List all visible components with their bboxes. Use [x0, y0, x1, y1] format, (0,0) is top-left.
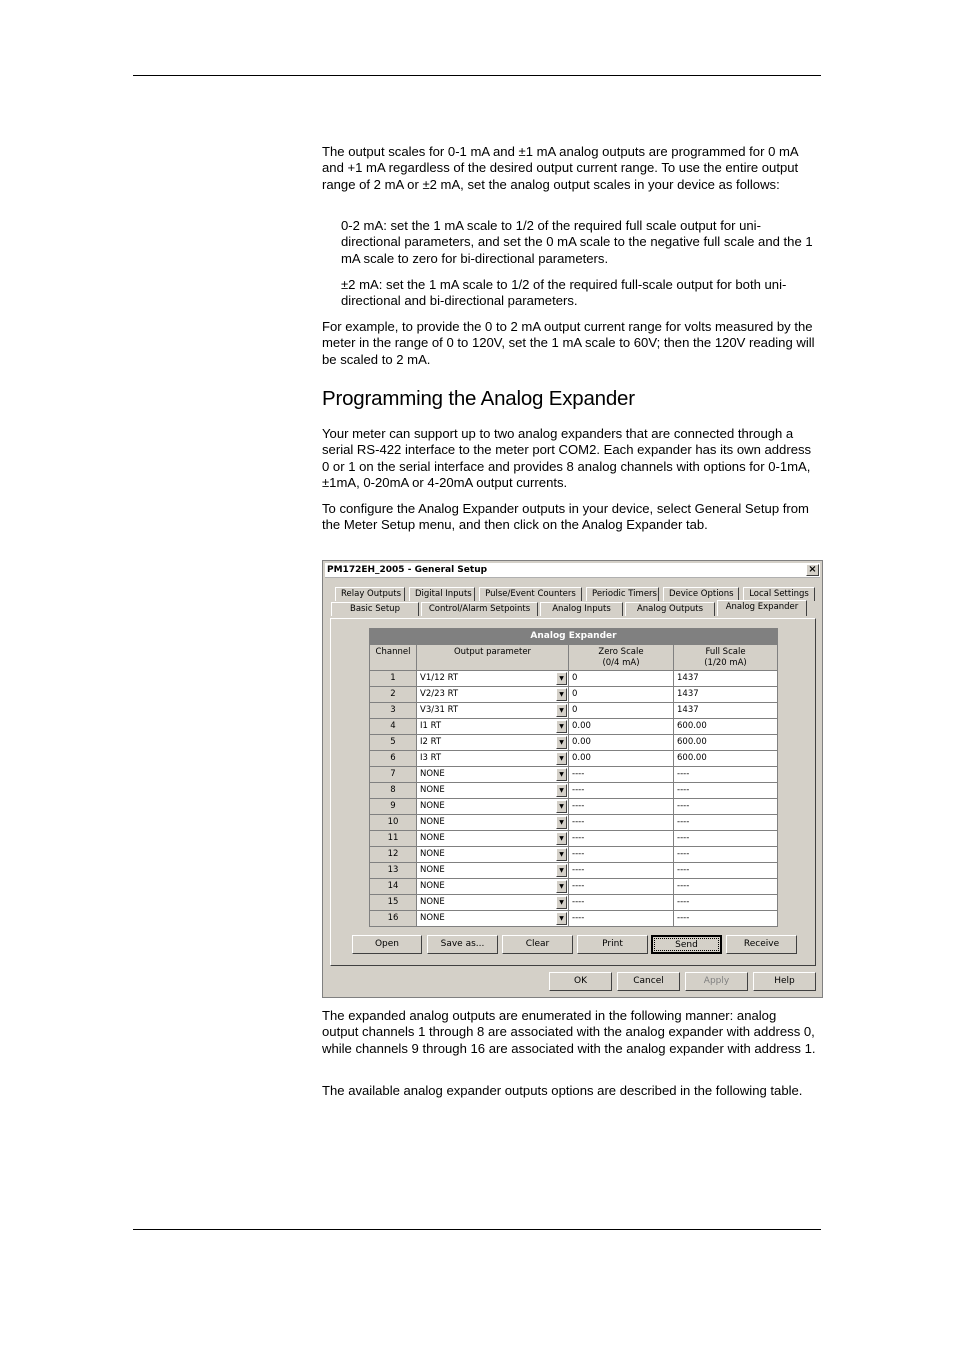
- zero-scale-field[interactable]: 0.00: [569, 751, 674, 766]
- grid-title: Analog Expander: [370, 629, 777, 644]
- output-parameter-select[interactable]: [417, 911, 569, 926]
- zero-scale-field[interactable]: ----: [569, 879, 674, 894]
- output-parameter-value: V1/12 RT: [420, 673, 459, 683]
- clear-button[interactable]: Clear: [502, 935, 573, 954]
- output-parameter-value: I2 RT: [420, 737, 442, 747]
- full-scale-field[interactable]: ----: [677, 817, 690, 827]
- zero-scale-field[interactable]: ----: [569, 863, 674, 878]
- dialog-title: PM172EH_2005 - General Setup: [327, 565, 488, 575]
- output-parameter-select[interactable]: [417, 863, 569, 878]
- output-parameter-value: NONE: [420, 833, 445, 843]
- zero-scale-field[interactable]: 0: [569, 671, 674, 686]
- dropdown-arrow-icon[interactable]: ▼: [556, 832, 567, 845]
- tab-digital-inputs[interactable]: Digital Inputs: [409, 587, 475, 601]
- col-header-channel: Channel: [370, 645, 417, 670]
- print-button[interactable]: Print: [577, 935, 648, 954]
- output-parameter-value: NONE: [420, 769, 445, 779]
- table-row: [370, 670, 777, 686]
- output-parameter-value: I3 RT: [420, 753, 442, 763]
- tab-control-alarm-setpoints[interactable]: Control/Alarm Setpoints: [421, 602, 538, 616]
- zero-scale-field[interactable]: ----: [569, 783, 674, 798]
- table-row: [370, 862, 777, 878]
- table-row: [370, 814, 777, 830]
- full-scale-field[interactable]: ----: [677, 801, 690, 811]
- table-row: [370, 734, 777, 750]
- tab-analog-outputs[interactable]: Analog Outputs: [625, 602, 715, 616]
- output-parameter-select[interactable]: [417, 671, 569, 686]
- channel-number: 10: [370, 815, 417, 830]
- table-row: [370, 878, 777, 894]
- term-0-2ma: 0-2 mA: [341, 218, 384, 233]
- general-setup-dialog: [322, 560, 823, 998]
- output-parameter-value: NONE: [420, 913, 445, 923]
- paragraph-options-table: The available analog expander outputs options are described in the following table.: [322, 1083, 803, 1098]
- tab-analog-expander[interactable]: Analog Expander: [717, 600, 807, 616]
- tab-relay-outputs[interactable]: Relay Outputs: [335, 587, 405, 601]
- output-parameter-select[interactable]: [417, 799, 569, 814]
- table-row: [370, 782, 777, 798]
- output-parameter-value: NONE: [420, 849, 445, 859]
- table-row: [370, 686, 777, 702]
- table-row: [370, 750, 777, 766]
- full-scale-field[interactable]: 1437: [677, 673, 699, 683]
- channel-number: 14: [370, 879, 417, 894]
- dropdown-arrow-icon[interactable]: ▼: [556, 688, 567, 701]
- channel-number: 2: [370, 687, 417, 702]
- tab-pulse-event-counters[interactable]: Pulse/Event Counters: [479, 587, 582, 601]
- channel-number: 1: [370, 671, 417, 686]
- header-rule: [133, 75, 821, 76]
- table-row: [370, 910, 777, 926]
- dropdown-arrow-icon[interactable]: ▼: [556, 704, 567, 717]
- output-parameter-value: NONE: [420, 865, 445, 875]
- tab-analog-inputs[interactable]: Analog Inputs: [540, 602, 623, 616]
- paragraph-pm2ma: ±2 mA: set the 1 mA scale to 1/2 of the required full-scale output for both uni-directional and bi-directional parameters.: [341, 277, 787, 309]
- full-scale-field[interactable]: 1437: [677, 689, 699, 699]
- close-button[interactable]: [806, 564, 819, 576]
- tab-basic-setup[interactable]: Basic Setup: [331, 602, 419, 616]
- zero-scale-field[interactable]: ----: [569, 895, 674, 910]
- zero-scale-field[interactable]: 0: [569, 687, 674, 702]
- full-scale-field[interactable]: 1437: [677, 705, 699, 715]
- channel-number: 15: [370, 895, 417, 910]
- dropdown-arrow-icon[interactable]: ▼: [556, 800, 567, 813]
- save-as-button[interactable]: Save as...: [427, 935, 498, 954]
- output-parameter-select[interactable]: [417, 815, 569, 830]
- paragraph-example: For example, to provide the 0 to 2 mA output current range for volts measured by the meter in the range of 0 to 120V, set the 1 mA scale to 60V; then the 120V reading will be scaled to 2 mA.: [322, 319, 815, 367]
- output-parameter-select[interactable]: [417, 735, 569, 750]
- table-row: [370, 830, 777, 846]
- dropdown-arrow-icon[interactable]: ▼: [556, 912, 567, 925]
- paragraph-configure: To configure the Analog Expander outputs in your device, select General Setup from the Meter Setup menu, and then click on the Analog Expander tab.: [322, 501, 809, 533]
- col-header-zero-scale: Zero Scale (0/4 mA): [569, 645, 674, 670]
- zero-scale-field[interactable]: 0.00: [569, 735, 674, 750]
- output-parameter-value: NONE: [420, 897, 445, 907]
- zero-scale-field[interactable]: ----: [569, 799, 674, 814]
- apply-button[interactable]: Apply: [685, 972, 748, 991]
- ok-button[interactable]: OK: [549, 972, 612, 991]
- send-button[interactable]: Send: [651, 935, 722, 954]
- channel-number: 8: [370, 783, 417, 798]
- term-pm2ma: ±2 mA: [341, 277, 379, 292]
- output-parameter-value: NONE: [420, 881, 445, 891]
- channel-number: 3: [370, 703, 417, 718]
- dropdown-arrow-icon[interactable]: ▼: [556, 864, 567, 877]
- help-button[interactable]: Help: [753, 972, 816, 991]
- paragraph-expanders: Your meter can support up to two analog expanders that are connected through a serial RS-422 interface to the meter port COM2. Each expander has its own address 0 or 1 on the serial interface and provides 8 analog channels with options for 0-1mA, ±1mA, 0-20mA or 4-20mA output currents.: [322, 426, 812, 491]
- output-parameter-value: V3/31 RT: [420, 705, 459, 715]
- full-scale-field[interactable]: 600.00: [677, 737, 707, 747]
- output-parameter-select[interactable]: [417, 847, 569, 862]
- tab-device-options[interactable]: Device Options: [663, 587, 739, 601]
- full-scale-field[interactable]: ----: [677, 833, 690, 843]
- full-scale-field[interactable]: 600.00: [677, 753, 707, 763]
- output-parameter-select[interactable]: [417, 751, 569, 766]
- output-parameter-select[interactable]: [417, 831, 569, 846]
- output-parameter-value: NONE: [420, 817, 445, 827]
- dropdown-arrow-icon[interactable]: ▼: [556, 784, 567, 797]
- dropdown-arrow-icon[interactable]: ▼: [556, 736, 567, 749]
- zero-scale-field[interactable]: ----: [569, 815, 674, 830]
- output-parameter-value: I1 RT: [420, 721, 442, 731]
- close-icon: ×: [808, 564, 817, 575]
- tab-local-settings[interactable]: Local Settings: [743, 587, 815, 601]
- dropdown-arrow-icon[interactable]: ▼: [556, 816, 567, 829]
- full-scale-field[interactable]: ----: [677, 865, 690, 875]
- dropdown-arrow-icon[interactable]: ▼: [556, 896, 567, 909]
- full-scale-field[interactable]: ----: [677, 849, 690, 859]
- channel-number: 13: [370, 863, 417, 878]
- output-parameter-select[interactable]: [417, 703, 569, 718]
- paragraph-output-scales: The output scales for 0-1 mA and ±1 mA analog outputs are programmed for 0 mA and +1 mA regardless of the desired output current range. To use the entire output range of 2 mA or ±2 mA, set the analog output scales in your device as follows:: [322, 144, 799, 192]
- channel-number: 12: [370, 847, 417, 862]
- output-parameter-select[interactable]: [417, 895, 569, 910]
- table-row: [370, 766, 777, 782]
- channel-number: 5: [370, 735, 417, 750]
- table-row: [370, 846, 777, 862]
- receive-button[interactable]: Receive: [726, 935, 797, 954]
- output-parameter-value: V2/23 RT: [420, 689, 459, 699]
- cancel-button[interactable]: Cancel: [617, 972, 680, 991]
- full-scale-field[interactable]: ----: [677, 881, 690, 891]
- dropdown-arrow-icon[interactable]: ▼: [556, 720, 567, 733]
- table-row: [370, 894, 777, 910]
- output-parameter-select[interactable]: [417, 783, 569, 798]
- channel-number: 6: [370, 751, 417, 766]
- full-scale-field[interactable]: ----: [677, 769, 690, 779]
- analog-expander-grid: [369, 628, 778, 927]
- full-scale-field[interactable]: 600.00: [677, 721, 707, 731]
- table-row: [370, 798, 777, 814]
- full-scale-field[interactable]: ----: [677, 785, 690, 795]
- dropdown-arrow-icon[interactable]: ▼: [556, 848, 567, 861]
- dropdown-arrow-icon[interactable]: ▼: [556, 672, 567, 685]
- channel-number: 7: [370, 767, 417, 782]
- channel-number: 9: [370, 799, 417, 814]
- full-scale-field[interactable]: ----: [677, 897, 690, 907]
- output-parameter-select[interactable]: [417, 687, 569, 702]
- footer-rule: [133, 1229, 821, 1230]
- output-parameter-select[interactable]: [417, 767, 569, 782]
- dropdown-arrow-icon[interactable]: ▼: [556, 880, 567, 893]
- table-row: [370, 718, 777, 734]
- zero-scale-field[interactable]: ----: [569, 767, 674, 782]
- dropdown-arrow-icon[interactable]: ▼: [556, 768, 567, 781]
- output-parameter-select[interactable]: [417, 879, 569, 894]
- dialog-titlebar: [325, 563, 820, 578]
- table-row: [370, 702, 777, 718]
- dropdown-arrow-icon[interactable]: ▼: [556, 752, 567, 765]
- paragraph-0-2ma: 0-2 mA: set the 1 mA scale to 1/2 of the required full scale output for uni-directional parameters, and set the 0 mA scale to the negative full scale and the 1 mA scale to zero for bi-directional parameters.: [341, 218, 813, 266]
- paragraph-enumeration: The expanded analog outputs are enumerated in the following manner: analog output channels 1 through 8 are associated with the analog expander with address 0, while channels 9 through 16 are associated with the analog expander with address 1.: [322, 1008, 816, 1056]
- col-header-output-parameter: Output parameter: [417, 645, 569, 670]
- output-parameter-value: NONE: [420, 801, 445, 811]
- zero-scale-field[interactable]: ----: [569, 911, 674, 926]
- zero-scale-field[interactable]: ----: [569, 847, 674, 862]
- output-parameter-value: NONE: [420, 785, 445, 795]
- channel-number: 4: [370, 719, 417, 734]
- zero-scale-field[interactable]: 0: [569, 703, 674, 718]
- channel-number: 16: [370, 911, 417, 926]
- section-heading: Programming the Analog Expander: [322, 387, 635, 410]
- open-button[interactable]: Open: [352, 935, 422, 954]
- grid-rows: [370, 670, 777, 926]
- analog-expander-panel: [330, 618, 816, 966]
- col-header-full-scale: Full Scale (1/20 mA): [674, 645, 777, 670]
- channel-number: 11: [370, 831, 417, 846]
- zero-scale-field[interactable]: ----: [569, 831, 674, 846]
- full-scale-field[interactable]: ----: [677, 913, 690, 923]
- tab-periodic-timers[interactable]: Periodic Timers: [586, 587, 659, 601]
- zero-scale-field[interactable]: 0.00: [569, 719, 674, 734]
- output-parameter-select[interactable]: [417, 719, 569, 734]
- grid-column-headers: [370, 644, 777, 670]
